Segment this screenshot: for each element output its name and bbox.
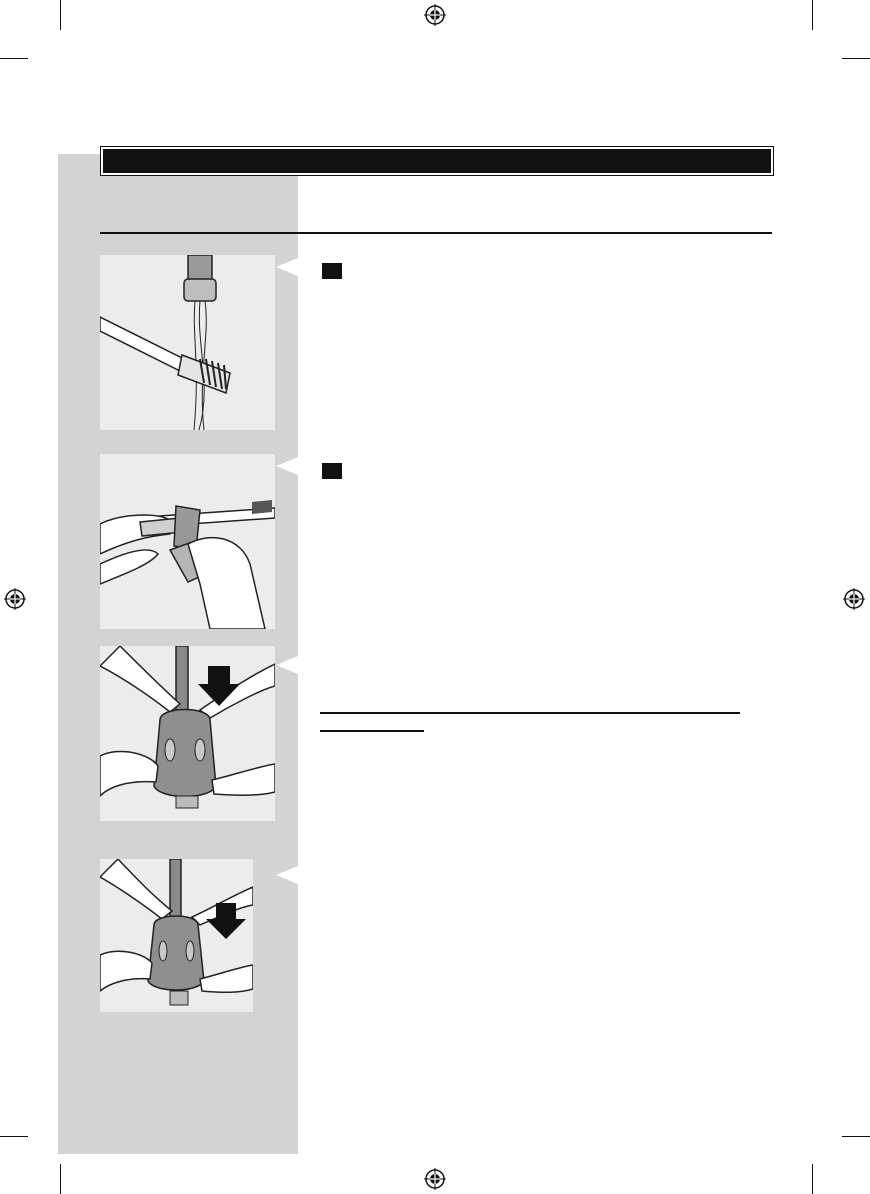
underline-rule [320,712,740,714]
registration-mark-icon [4,588,26,610]
crop-mark [60,0,61,30]
section-header-bar [100,146,774,176]
illustration-rinse [100,255,275,430]
crop-mark [60,1164,61,1194]
crop-mark [842,58,870,59]
toothbrush-rinse-under-tap-icon [100,255,275,430]
registration-mark-icon [843,588,865,610]
crop-mark [842,1136,870,1137]
illustration-clean-cap [100,454,275,629]
crop-mark [0,1136,28,1137]
underline-rule [320,730,424,732]
illustration-press-large [100,646,275,821]
step-number-box [322,263,342,279]
crop-mark [812,1164,813,1194]
brush-head-cap-cleaning-icon [100,454,275,629]
crop-mark [0,58,28,59]
press-handle-down-large-icon [100,646,275,821]
registration-mark-icon [424,4,446,26]
illustration-pointer [276,258,298,276]
illustration-pointer [276,656,298,674]
step-number-box [322,463,342,479]
illustration-press-small [100,859,253,1012]
section-divider [100,232,772,234]
press-handle-down-small-icon [100,859,253,1012]
illustration-pointer [276,866,298,884]
illustration-pointer [276,457,298,475]
registration-mark-icon [424,1168,446,1190]
crop-mark [812,0,813,30]
